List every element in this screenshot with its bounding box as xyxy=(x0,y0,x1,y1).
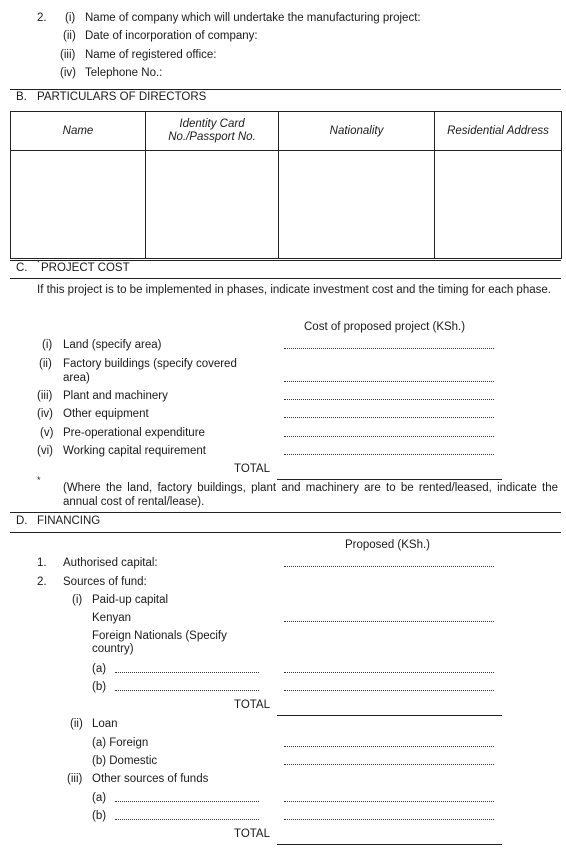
total-label: TOTAL xyxy=(234,699,270,711)
paid-up-capital-label: Paid-up capital xyxy=(92,594,169,606)
directors-table-header xyxy=(11,112,562,151)
cost-item-plant: Plant and machinery xyxy=(63,390,168,402)
plant-cost-field[interactable] xyxy=(284,399,494,400)
paid-up-b-country-field[interactable] xyxy=(115,690,259,691)
authorised-capital-label: Authorised capital: xyxy=(63,557,158,569)
company-name-label: Name of company which will undertake the manufacturing project: xyxy=(85,12,421,24)
section-divider xyxy=(10,278,561,279)
sources-of-fund-label: Sources of fund: xyxy=(63,576,147,588)
financing-item-num: 2. xyxy=(37,576,47,588)
incorporation-date-label: Date of incorporation of company: xyxy=(85,30,258,42)
column-header-address: Residential Address xyxy=(435,112,562,151)
other-a-amount-field[interactable] xyxy=(284,801,494,802)
buildings-cost-field[interactable] xyxy=(284,381,494,382)
telephone-label: Telephone No.: xyxy=(85,67,163,79)
item-number: 2. xyxy=(37,12,47,24)
cost-item-num: (iii) xyxy=(37,390,53,402)
company-item-num: (iv) xyxy=(60,67,76,79)
cost-item-num: (vi) xyxy=(37,445,53,457)
loan-num: (ii) xyxy=(70,718,83,730)
column-header-nationality: Nationality xyxy=(279,112,435,151)
paid-up-a-label: (a) xyxy=(92,663,107,675)
section-divider xyxy=(10,512,561,513)
cost-total-field[interactable] xyxy=(277,479,502,480)
section-letter: C. xyxy=(16,262,28,274)
cost-item-num: (ii) xyxy=(39,358,52,370)
loan-domestic-field[interactable] xyxy=(284,764,494,765)
loan-label: Loan xyxy=(92,718,118,730)
section-divider xyxy=(10,532,561,533)
equipment-cost-field[interactable] xyxy=(284,417,494,418)
other-a-label: (a) xyxy=(92,792,107,804)
foreign-nationals-label: Foreign Nationals (Specify country) xyxy=(92,630,227,655)
cost-item-land: Land (specify area) xyxy=(63,339,162,351)
preoperational-cost-field[interactable] xyxy=(284,436,494,437)
paid-up-total-field[interactable] xyxy=(277,715,502,716)
other-b-label: (b) xyxy=(92,810,107,822)
director-nationality-cell[interactable] xyxy=(279,151,435,259)
section-letter: D. xyxy=(16,515,28,527)
other-sources-num: (iii) xyxy=(67,773,83,785)
cost-item-buildings: Factory buildings (specify covered area) xyxy=(63,358,237,384)
other-a-source-field[interactable] xyxy=(115,801,259,802)
company-item-num: (ii) xyxy=(63,30,76,42)
company-item-num: (iii) xyxy=(60,49,76,61)
paid-up-a-country-field[interactable] xyxy=(115,672,259,673)
loan-foreign-field[interactable] xyxy=(284,746,494,747)
rental-note: (Where the land, factory buildings, plant and machinery are to be rented/leased, indicate the annual cost of rental/lease). xyxy=(63,482,558,508)
section-heading-financing: FINANCING xyxy=(37,515,101,527)
company-item-num: (i) xyxy=(65,12,76,24)
cost-item-num: (v) xyxy=(40,427,54,439)
proposed-column-header: Proposed (KSh.) xyxy=(345,539,431,551)
column-header-id: Identity Card No./Passport No. xyxy=(146,112,279,151)
other-total-field[interactable] xyxy=(277,844,502,845)
cost-column-header: Cost of proposed project (KSh.) xyxy=(304,321,466,333)
directors-table xyxy=(10,111,562,259)
section-heading-project-cost: PROJECT COST xyxy=(41,262,130,274)
working-capital-field[interactable] xyxy=(284,454,494,455)
heading-mark: ` xyxy=(37,260,40,270)
land-cost-field[interactable] xyxy=(284,348,494,349)
paid-up-a-amount-field[interactable] xyxy=(284,672,494,673)
total-label: TOTAL xyxy=(234,828,270,840)
cost-item-equipment: Other equipment xyxy=(63,408,149,420)
other-b-amount-field[interactable] xyxy=(284,819,494,820)
loan-foreign-label: (a) Foreign xyxy=(92,737,149,749)
note-mark: * xyxy=(37,475,41,485)
section-letter: B. xyxy=(16,91,27,103)
registered-office-label: Name of registered office: xyxy=(85,49,217,61)
financing-item-num: 1. xyxy=(37,557,47,569)
other-sources-label: Other sources of funds xyxy=(92,773,209,785)
director-address-cell[interactable] xyxy=(435,151,562,259)
director-name-cell[interactable] xyxy=(11,151,146,259)
kenyan-capital-field[interactable] xyxy=(284,621,494,622)
section-heading-directors: PARTICULARS OF DIRECTORS xyxy=(37,91,207,103)
table-row xyxy=(11,151,562,259)
column-header-name: Name xyxy=(11,112,146,151)
kenyan-label: Kenyan xyxy=(92,612,132,624)
paid-up-b-amount-field[interactable] xyxy=(284,690,494,691)
authorised-capital-field[interactable] xyxy=(284,566,494,567)
paid-up-b-label: (b) xyxy=(92,681,107,693)
cost-item-num: (iv) xyxy=(37,408,53,420)
other-b-source-field[interactable] xyxy=(115,819,259,820)
loan-domestic-label: (b) Domestic xyxy=(92,755,158,767)
total-label: TOTAL xyxy=(234,463,270,475)
cost-item-preoperational: Pre-operational expenditure xyxy=(63,427,205,439)
director-id-cell[interactable] xyxy=(146,151,279,259)
phases-instruction: If this project is to be implemented in phases, indicate investment cost and the timing for each phase. xyxy=(37,284,551,296)
paid-up-num: (i) xyxy=(72,594,83,606)
cost-item-working-capital: Working capital requirement xyxy=(63,445,206,457)
cost-item-num: (i) xyxy=(42,339,53,351)
